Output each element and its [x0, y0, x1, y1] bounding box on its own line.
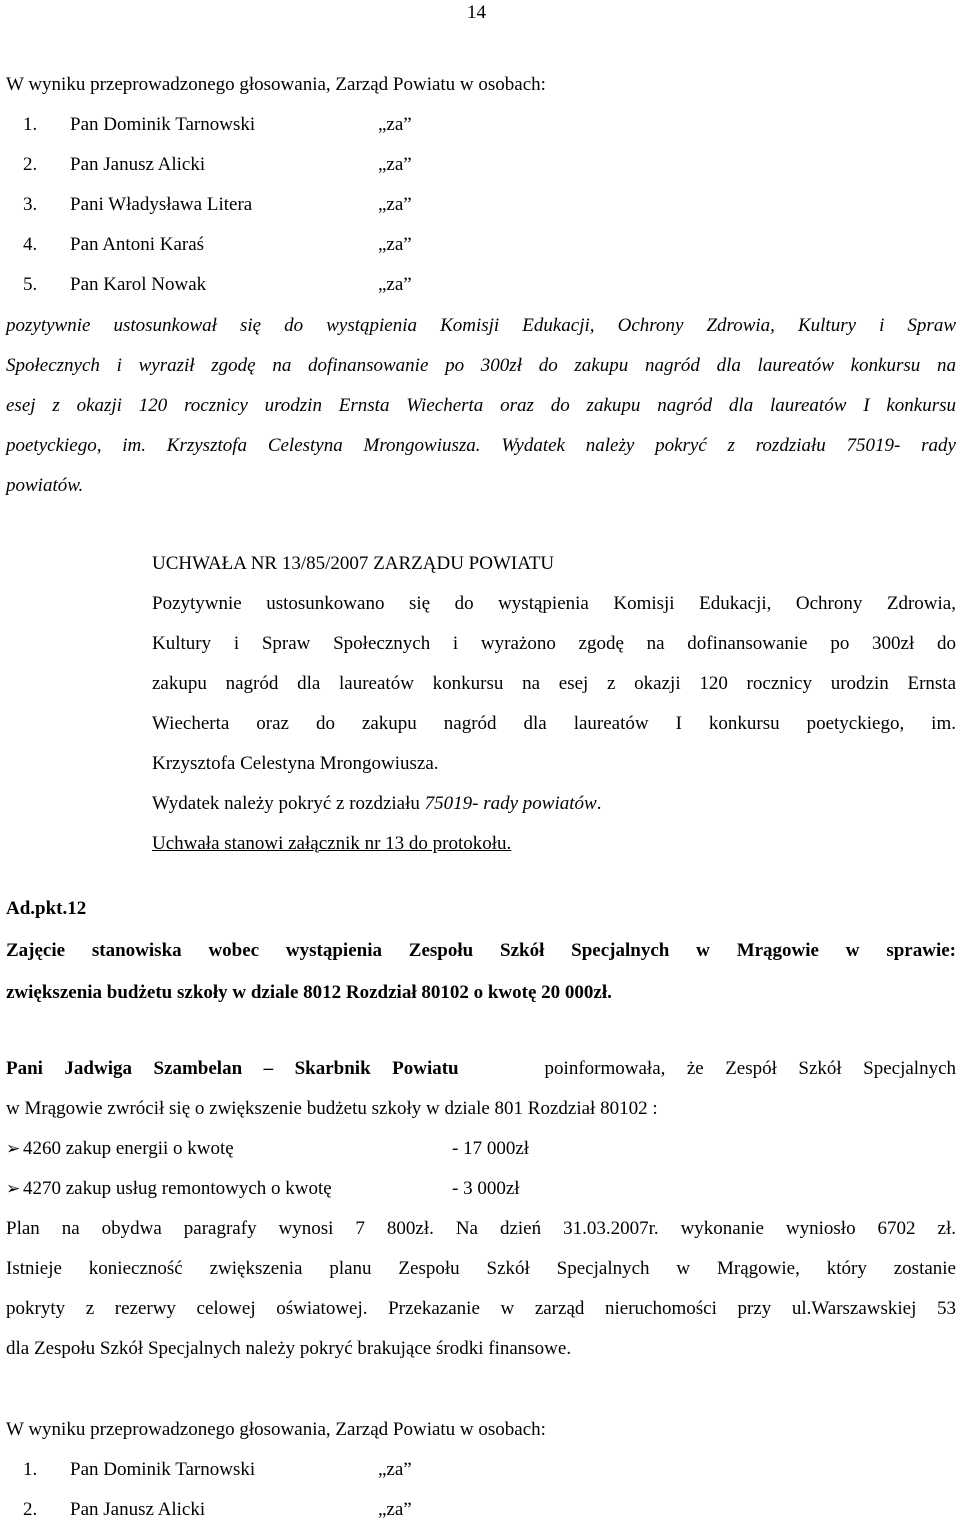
vote-row — [6, 225, 956, 265]
vote-number: 2. — [23, 154, 38, 175]
vote-value: „za” — [378, 154, 412, 175]
speaker-name: Pani Jadwiga Szambelan – Skarbnik Powiatu — [6, 1058, 459, 1079]
voter-name: Pan Dominik Tarnowski — [70, 1459, 256, 1480]
budget-item-label: 4260 zakup energii o kwotę — [23, 1138, 234, 1159]
budget-item — [6, 1169, 956, 1209]
paragraph-line: powiatów. — [6, 475, 84, 496]
vote-value: „za” — [378, 1459, 412, 1480]
vote-section-1 — [6, 65, 956, 305]
resolution-block — [152, 544, 956, 864]
resolution-line: Pozytywnie ustosunkowano się do wystąpienia Komisji Edukacji, Ochrony Zdrowia, — [152, 593, 956, 614]
info-line: Plan na obydwa paragrafy wynosi 7 800zł. Na dzień 31.03.2007r. wykonanie wyniosło 6702 zł. — [6, 1218, 956, 1239]
vote-number: 1. — [23, 1459, 38, 1480]
vote-row — [6, 105, 956, 145]
paragraph-line: pozytywnie ustosunkował się do wystąpienia Komisji Edukacji, Ochrony Zdrowia, Kultury i Spraw — [6, 315, 956, 336]
vote-section-2 — [6, 1410, 956, 1530]
voter-name: Pani Władysława Litera — [70, 194, 253, 215]
voter-name: Pan Janusz Alicki — [70, 1499, 206, 1520]
vote-value: „za” — [378, 194, 412, 215]
agenda-point: Ad.pkt.12 — [6, 898, 87, 919]
resolution-expense — [152, 784, 956, 824]
subject-line: Zajęcie stanowiska wobec wystąpienia Zespołu Szkół Specjalnych w Mrągowie w sprawie: — [6, 940, 956, 961]
vote-row — [6, 265, 956, 305]
speaker-text: poinformowała, że Zespół Szkół Specjalnych — [544, 1058, 956, 1079]
treasurer-info — [6, 1049, 956, 1369]
vote-number: 3. — [23, 194, 38, 215]
paragraph-line: poetyckiego, im. Krzysztofa Celestyna Mrongowiusza. Wydatek należy pokryć z rozdziału 75019- rady — [6, 435, 956, 456]
vote-number: 4. — [23, 234, 38, 255]
speaker-line — [6, 1049, 956, 1089]
subject-line: zwiększenia budżetu szkoły w dziale 8012 Rozdział 80102 o kwotę 20 000zł. — [6, 982, 612, 1003]
voter-name: Pan Janusz Alicki — [70, 154, 206, 175]
resolution-line: zakupu nagród dla laureatów konkursu na esej z okazji 120 rocznicy urodzin Ernsta — [152, 673, 956, 694]
voter-name: Pan Karol Nowak — [70, 274, 207, 295]
budget-item-label: 4270 zakup usług remontowych o kwotę — [23, 1178, 332, 1199]
info-line: dla Zespołu Szkół Specjalnych należy pokryć brakujące środki finansowe. — [6, 1338, 572, 1359]
budget-item-amount: - 3 000zł — [452, 1178, 520, 1199]
expense-suffix: . — [596, 793, 602, 814]
agenda-subject — [6, 930, 956, 1014]
arrow-bullet-icon: ➢ — [6, 1179, 21, 1198]
budget-item — [6, 1129, 956, 1169]
resolution-line: Krzysztofa Celestyna Mrongowiusza. — [152, 753, 439, 774]
info-line: Istnieje konieczność zwiększenia planu Zespołu Szkół Specjalnych w Mrągowie, który zostanie — [6, 1258, 956, 1279]
vote-value: „za” — [378, 114, 412, 135]
info-line: pokryty z rezerwy celowej oświatowej. Przekazanie w zarząd nieruchomości przy ul.Warszawskiej 53 — [6, 1298, 956, 1319]
vote-value: „za” — [378, 1499, 412, 1520]
resolution-title: UCHWAŁA NR 13/85/2007 ZARZĄDU POWIATU — [152, 553, 555, 574]
vote-row — [6, 1490, 956, 1530]
voter-name: Pan Dominik Tarnowski — [70, 114, 256, 135]
paragraph-line: Społecznych i wyraził zgodę na dofinansowanie po 300zł do zakupu nagród dla laureatów konkursu na — [6, 355, 956, 376]
vote-number: 5. — [23, 274, 38, 295]
vote-row — [6, 185, 956, 225]
voter-name: Pan Antoni Karaś — [70, 234, 205, 255]
resolution-line: Wiecherta oraz do zakupu nagród dla laureatów I konkursu poetyckiego, im. — [152, 713, 956, 734]
vote-row — [6, 145, 956, 185]
resolution-line: Kultury i Spraw Społecznych i wyrażono zgodę na dofinansowanie po 300zł do — [152, 633, 956, 654]
vote-number: 1. — [23, 114, 38, 135]
decision-paragraph — [6, 306, 956, 506]
info-line: w Mrągowie zwrócił się o zwiększenie budżetu szkoły w dziale 801 Rozdział 80102 : — [6, 1098, 658, 1119]
paragraph-line: esej z okazji 120 rocznicy urodzin Ernsta Wiecherta oraz do zakupu nagród dla laureatów I konkursu — [6, 395, 956, 416]
resolution-attachment: Uchwała stanowi załącznik nr 13 do protokołu. — [152, 833, 512, 854]
vote-intro: W wyniku przeprowadzonego głosowania, Zarząd Powiatu w osobach: — [6, 1419, 546, 1440]
vote-number: 2. — [23, 1499, 38, 1520]
page-number: 14 — [467, 2, 486, 23]
vote-value: „za” — [378, 234, 412, 255]
vote-value: „za” — [378, 274, 412, 295]
vote-intro: W wyniku przeprowadzonego głosowania, Zarząd Powiatu w osobach: — [6, 74, 546, 95]
vote-row — [6, 1450, 956, 1490]
expense-chapter: 75019- rady powiatów — [424, 793, 597, 814]
arrow-bullet-icon: ➢ — [6, 1139, 21, 1158]
expense-prefix: Wydatek należy pokryć z rozdziału — [152, 793, 425, 814]
budget-item-amount: - 17 000zł — [452, 1138, 530, 1159]
